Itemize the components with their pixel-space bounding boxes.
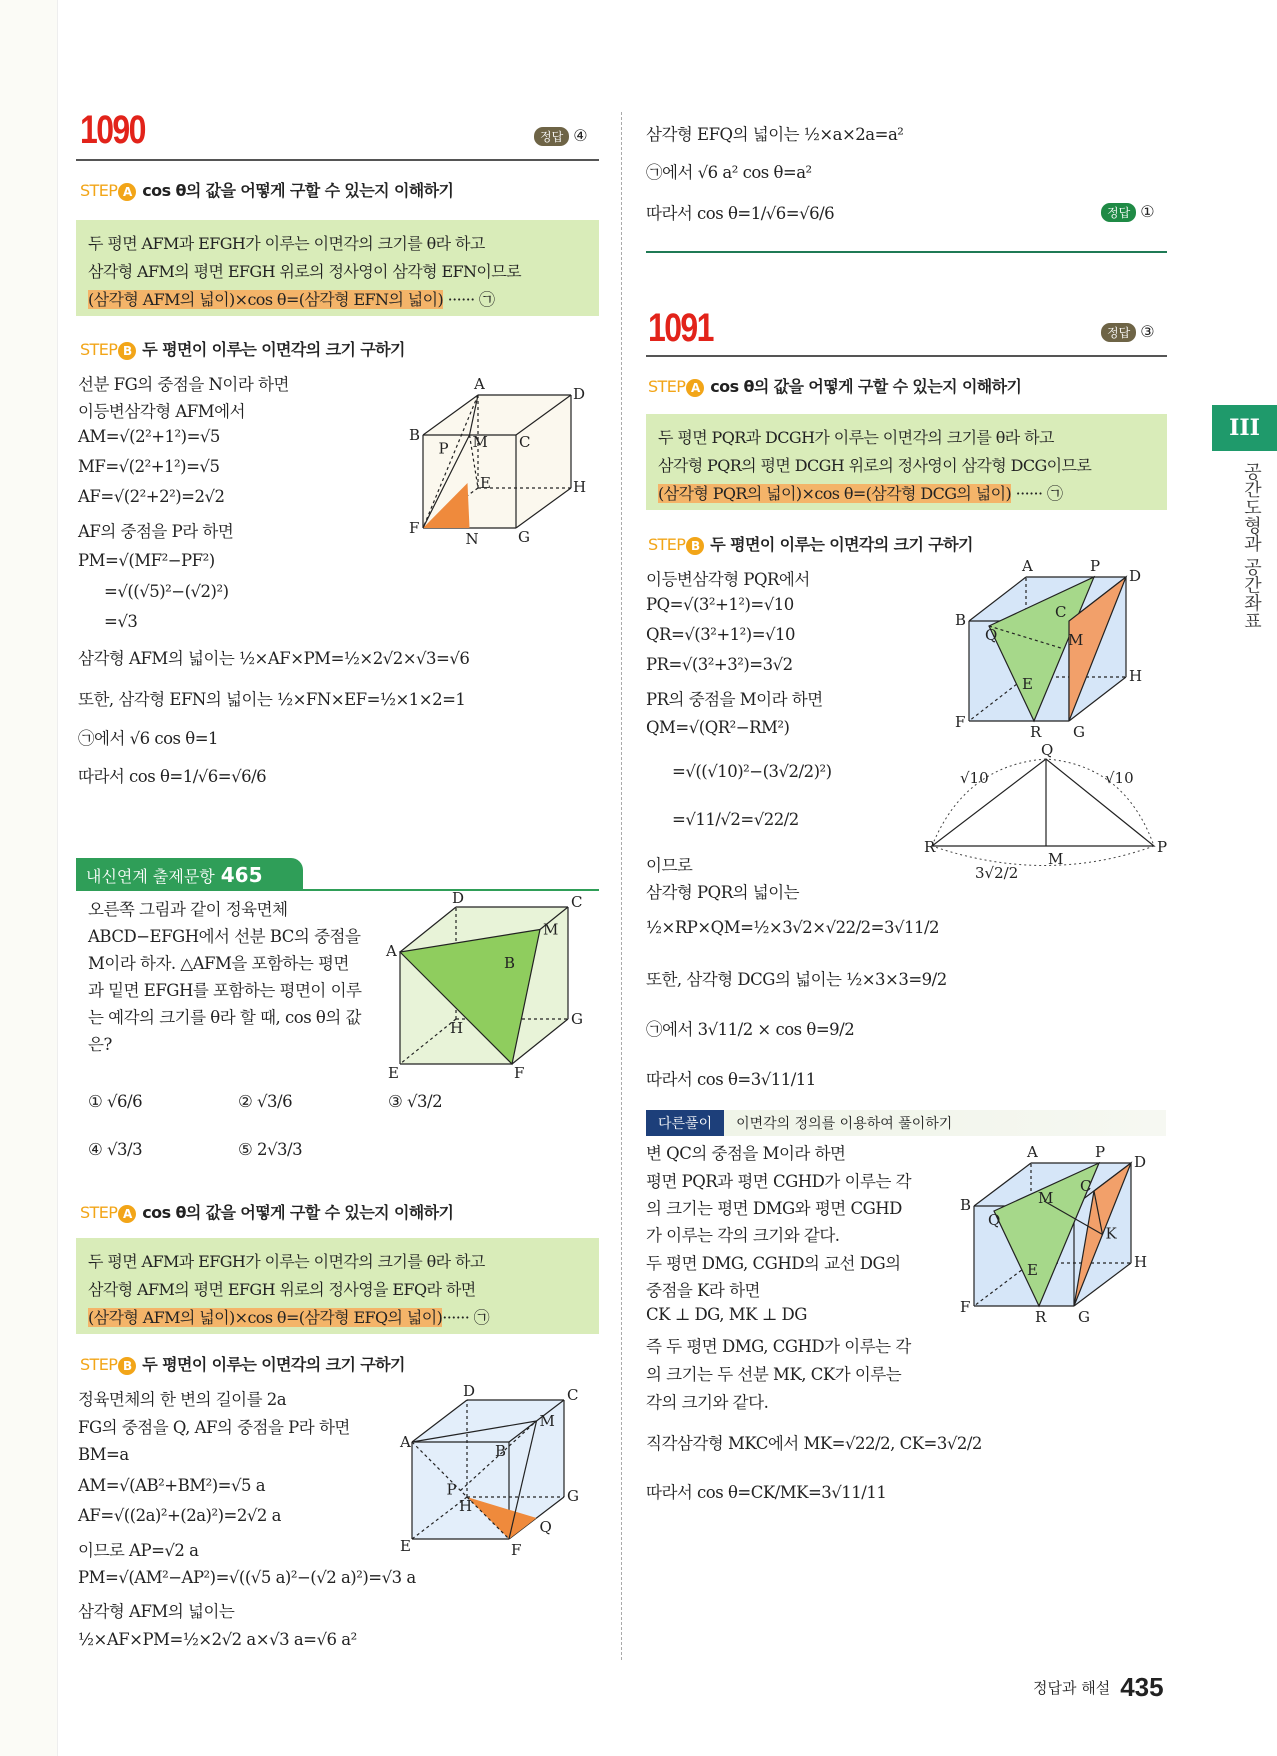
vertex-label: H bbox=[573, 478, 587, 496]
solution-line: 정육면체의 한 변의 길이를 2a bbox=[78, 1390, 287, 1409]
vertex-label: H bbox=[450, 1019, 464, 1037]
cube-figure bbox=[960, 1145, 1160, 1325]
solution-line: 삼각형 AFM의 넓이는 ½×AF×PM=½×2√2×√3=√6 bbox=[78, 649, 470, 668]
solution-line: 삼각형 EFQ의 넓이는 ½×a×2a=a² bbox=[646, 125, 904, 144]
solution-line: 직각삼각형 MKC에서 MK=√22/2, CK=3√2/2 bbox=[646, 1434, 982, 1453]
problem-number: 1090 bbox=[80, 108, 145, 152]
vertex-label: F bbox=[409, 519, 420, 537]
solution-line: 평면 PQR과 평면 CGHD가 이루는 각 bbox=[646, 1172, 912, 1191]
vertex-label: G bbox=[571, 1010, 583, 1028]
vertex-label: R bbox=[924, 838, 936, 856]
vertex-label: C bbox=[571, 893, 583, 911]
step-b-heading: STEP B 두 평면이 이루는 이면각의 크기 구하기 bbox=[648, 535, 973, 554]
solution-line: 삼각형 PQR의 넓이는 bbox=[646, 883, 800, 902]
step-a-heading: STEP A cos θ의 값을 어떻게 구할 수 있는지 이해하기 bbox=[80, 181, 454, 200]
vertex-label: G bbox=[518, 528, 530, 546]
vertex-label: D bbox=[452, 889, 465, 907]
solution-line: AM=√(2²+1²)=√5 bbox=[78, 427, 220, 446]
problem-line: 는 예각의 크기를 θ라 할 때, cos θ의 값 bbox=[88, 1008, 361, 1027]
choice: ② √3/6 bbox=[238, 1092, 293, 1111]
solution-line: QM=√(QR²−RM²) bbox=[646, 718, 790, 737]
choice: ③ √3/2 bbox=[388, 1092, 443, 1111]
divider bbox=[646, 355, 1167, 357]
vertex-label: D bbox=[1129, 567, 1142, 585]
vertex-label: P bbox=[1095, 1143, 1106, 1161]
vertex-label: H bbox=[1129, 667, 1143, 685]
vertex-label: A bbox=[1027, 1143, 1038, 1161]
vertex-label: B bbox=[960, 1196, 972, 1214]
vertex-label: B bbox=[495, 1442, 507, 1460]
vertex-label: M bbox=[543, 920, 559, 939]
practice-header: 내신연계 출제문항 465 bbox=[76, 858, 303, 890]
vertex-label: F bbox=[960, 1298, 971, 1316]
vertex-label: R bbox=[1035, 1308, 1047, 1326]
solution-line: 삼각형 AFM의 넓이는 bbox=[78, 1602, 235, 1621]
problem-number: 1091 bbox=[648, 306, 713, 350]
solution-line: =√((√5)²−(√2)²) bbox=[104, 582, 229, 601]
solution-line: 의 크기는 두 선분 MK, CK가 이루는 bbox=[646, 1365, 902, 1384]
vertex-label: D bbox=[1134, 1153, 1147, 1171]
vertex-label: Q bbox=[539, 1518, 552, 1536]
page-number: 435 bbox=[1120, 1672, 1164, 1702]
vertex-label: C bbox=[519, 433, 531, 451]
vertex-label: E bbox=[1027, 1261, 1038, 1279]
vertex-label: A bbox=[400, 1433, 411, 1451]
solution-line: PM=√(AM²−AP²)=√((√5 a)²−(√2 a)²)=√3 a bbox=[78, 1568, 416, 1587]
answer-badge: 정답 bbox=[534, 127, 569, 146]
solution-line: MF=√(2²+1²)=√5 bbox=[78, 457, 220, 476]
cube-figure bbox=[395, 370, 595, 560]
vertex-label: M bbox=[1048, 850, 1064, 868]
cube-figure bbox=[955, 557, 1155, 741]
vertex-label: F bbox=[511, 1541, 522, 1559]
step-a-heading: STEP A cos θ의 값을 어떻게 구할 수 있는지 이해하기 bbox=[80, 1203, 454, 1222]
solution-line: 이므로 bbox=[646, 856, 693, 875]
chapter-title: 공간도형과 공간좌표 bbox=[1241, 462, 1262, 630]
vertex-label: P bbox=[1157, 838, 1168, 856]
solution-line: 중점을 K라 하면 bbox=[646, 1281, 760, 1300]
solution-line: 이므로 AP=√2 a bbox=[78, 1541, 199, 1560]
solution-line: AM=√(AB²+BM²)=√5 a bbox=[78, 1476, 266, 1495]
problem-line: M이라 하자. △AFM을 포함하는 평면 bbox=[88, 954, 349, 973]
choice: ⑤ 2√3/3 bbox=[238, 1140, 303, 1159]
footer: 정답과 해설 435 bbox=[1033, 1672, 1164, 1702]
vertex-label: E bbox=[400, 1537, 411, 1555]
solution-line: 의 크기는 평면 DMG와 평면 CGHD bbox=[646, 1199, 902, 1218]
solution-line: CK ⊥ DG, MK ⊥ DG bbox=[646, 1305, 807, 1324]
vertex-label: A bbox=[474, 375, 485, 393]
solution-line: PM=√(MF²−PF²) bbox=[78, 551, 215, 570]
vertex-label: C bbox=[567, 1386, 579, 1404]
choice: ① √6/6 bbox=[88, 1092, 143, 1111]
vertex-label: 3√2/2 bbox=[975, 864, 1019, 882]
vertex-label: Q bbox=[985, 626, 998, 644]
solution-line: 즉 두 평면 DMG, CGHD가 이루는 각 bbox=[646, 1337, 911, 1356]
vertex-label: M bbox=[1068, 631, 1084, 649]
solution-line: BM=a bbox=[78, 1445, 129, 1464]
vertex-label: √10 bbox=[960, 769, 989, 787]
vertex-label: Q bbox=[1041, 741, 1054, 759]
vertex-label: A bbox=[386, 942, 397, 960]
divider bbox=[76, 159, 599, 161]
vertex-label: M bbox=[539, 1412, 555, 1430]
step-a-box: 두 평면 PQR과 DCGH가 이루는 이면각의 크기를 θ라 하고 삼각형 PQR의 평면 DCGH 위로의 정사영이 삼각형 DCG이므로 (삼각형 PQR의 넓이)×cos θ=(삼각형 DCG의 넓이) ······ ㉠ bbox=[646, 414, 1167, 510]
solution-line: 이등변삼각형 PQR에서 bbox=[646, 570, 810, 589]
step-a-heading: STEP A cos θ의 값을 어떻게 구할 수 있는지 이해하기 bbox=[648, 377, 1022, 396]
solution-line: AF=√(2²+2²)=2√2 bbox=[78, 487, 225, 506]
solution-line: =√((√10)²−(3√2/2)²) bbox=[672, 762, 832, 781]
solution-line: 각의 크기와 같다. bbox=[646, 1393, 769, 1412]
answer-tag bbox=[534, 126, 588, 146]
triangle-figure bbox=[924, 741, 1168, 895]
vertex-label: D bbox=[463, 1382, 476, 1400]
vertex-label: H bbox=[1134, 1253, 1148, 1271]
solution-line: ㉠에서 3√11/2 × cos θ=9/2 bbox=[646, 1020, 855, 1039]
vertex-label: E bbox=[480, 474, 491, 492]
solution-line: 따라서 cos θ=3√11/11 bbox=[646, 1070, 816, 1089]
cube-figure bbox=[385, 889, 595, 1082]
vertex-label: F bbox=[955, 713, 966, 731]
column-divider bbox=[621, 112, 622, 1660]
answer-tag: 정답 ③ bbox=[1101, 322, 1155, 342]
solution-line: 따라서 cos θ=1/√6=√6/6 bbox=[78, 767, 267, 786]
solution-line: AF의 중점을 P라 하면 bbox=[78, 522, 234, 541]
step-b-heading: STEP B 두 평면이 이루는 이면각의 크기 구하기 bbox=[80, 1355, 405, 1374]
vertex-label: D bbox=[573, 385, 586, 403]
solution-line: PR=√(3²+3²)=3√2 bbox=[646, 655, 793, 674]
problem-line: 과 밑면 EFGH를 포함하는 평면이 이루 bbox=[88, 981, 362, 1000]
vertex-label: E bbox=[388, 1064, 399, 1082]
solution-line: ½×RP×QM=½×3√2×√22/2=3√11/2 bbox=[646, 918, 940, 937]
solution-line: 이등변삼각형 AFM에서 bbox=[78, 402, 246, 421]
vertex-label: G bbox=[1078, 1308, 1090, 1326]
vertex-label: E bbox=[1022, 675, 1033, 693]
solution-line: 변 QC의 중점을 M이라 하면 bbox=[646, 1144, 846, 1163]
vertex-label: R bbox=[1030, 723, 1042, 741]
solution-line: PQ=√(3²+1²)=√10 bbox=[646, 595, 794, 614]
vertex-label: G bbox=[567, 1487, 579, 1505]
step-a-box: 두 평면 AFM과 EFGH가 이루는 이면각의 크기를 θ라 하고 삼각형 AFM의 평면 EFGH 위로의 정사영이 삼각형 EFN이므로 (삼각형 AFM의 넓이)×cos θ=(삼각형 EFN의 넓이) ······ ㉠ bbox=[76, 220, 599, 316]
step-b-heading: STEP B 두 평면이 이루는 이면각의 크기 구하기 bbox=[80, 340, 405, 359]
solution-line: 두 평면 DMG, CGHD의 교선 DG의 bbox=[646, 1254, 901, 1273]
vertex-label: G bbox=[1073, 723, 1085, 741]
vertex-label: M bbox=[472, 433, 488, 451]
vertex-label: C bbox=[1055, 603, 1067, 621]
solution-line: 또한, 삼각형 EFN의 넓이는 ½×FN×EF=½×1×2=1 bbox=[78, 690, 466, 709]
solution-line: 가 이루는 각의 크기와 같다. bbox=[646, 1226, 840, 1245]
vertex-label: M bbox=[1038, 1189, 1054, 1207]
vertex-label: N bbox=[465, 530, 479, 548]
solution-line: 따라서 cos θ=CK/MK=3√11/11 bbox=[646, 1483, 887, 1502]
solution-line: 따라서 cos θ=1/√6=√6/6 bbox=[646, 204, 835, 223]
vertex-label: K bbox=[1105, 1224, 1117, 1243]
answer-value: ④ bbox=[573, 126, 588, 145]
solution-line: ㉠에서 √6 a² cos θ=a² bbox=[646, 163, 812, 182]
vertex-label: P bbox=[438, 439, 449, 458]
problem-line: 오른쪽 그림과 같이 정육면체 bbox=[88, 900, 288, 919]
vertex-label: Q bbox=[988, 1211, 1001, 1229]
page-edge bbox=[0, 0, 58, 1756]
vertex-label: B bbox=[955, 611, 967, 629]
solution-line: PR의 중점을 M이라 하면 bbox=[646, 690, 823, 709]
solution-line: AF=√((2a)²+(2a)²)=2√2 a bbox=[78, 1506, 281, 1525]
alternative-solution-bar: 다른풀이 이면각의 정의를 이용하여 풀이하기 bbox=[646, 1110, 1166, 1136]
problem-line: ABCD−EFGH에서 선분 BC의 중점을 bbox=[88, 927, 361, 946]
solution-line: 선분 FG의 중점을 N이라 하면 bbox=[78, 375, 289, 394]
vertex-label: A bbox=[1022, 557, 1033, 575]
vertex-label: B bbox=[409, 426, 421, 444]
vertex-label: H bbox=[459, 1497, 473, 1515]
problem-line: 은? bbox=[88, 1035, 112, 1054]
step-a-box: 두 평면 AFM과 EFGH가 이루는 이면각의 크기를 θ라 하고 삼각형 AFM의 평면 EFGH 위로의 정사영을 EFQ라 하면 (삼각형 AFM의 넓이)×cos θ=(삼각형 EFQ의 넓이)······ ㉠ bbox=[76, 1238, 599, 1334]
cube-figure bbox=[400, 1382, 600, 1560]
choice: ④ √3/3 bbox=[88, 1140, 143, 1159]
vertex-label: P bbox=[446, 1480, 457, 1499]
vertex-label: C bbox=[1080, 1177, 1092, 1195]
chapter-tab[interactable]: III bbox=[1212, 405, 1277, 451]
solution-line: FG의 중점을 Q, AF의 중점을 P라 하면 bbox=[78, 1418, 350, 1437]
solution-line: =√11/√2=√22/2 bbox=[672, 810, 799, 829]
solution-line: 또한, 삼각형 DCG의 넓이는 ½×3×3=9/2 bbox=[646, 970, 947, 989]
vertex-label: B bbox=[504, 954, 516, 972]
solution-line: ½×AF×PM=½×2√2 a×√3 a=√6 a² bbox=[78, 1630, 357, 1649]
vertex-label: P bbox=[1090, 557, 1101, 575]
answer-tag: 정답 ① bbox=[1101, 202, 1155, 222]
vertex-label: √10 bbox=[1105, 769, 1134, 787]
solution-line: ㉠에서 √6 cos θ=1 bbox=[78, 729, 219, 748]
divider bbox=[646, 251, 1167, 253]
vertex-label: F bbox=[514, 1064, 525, 1082]
solution-line: QR=√(3²+1²)=√10 bbox=[646, 625, 796, 644]
solution-line: =√3 bbox=[104, 612, 138, 631]
